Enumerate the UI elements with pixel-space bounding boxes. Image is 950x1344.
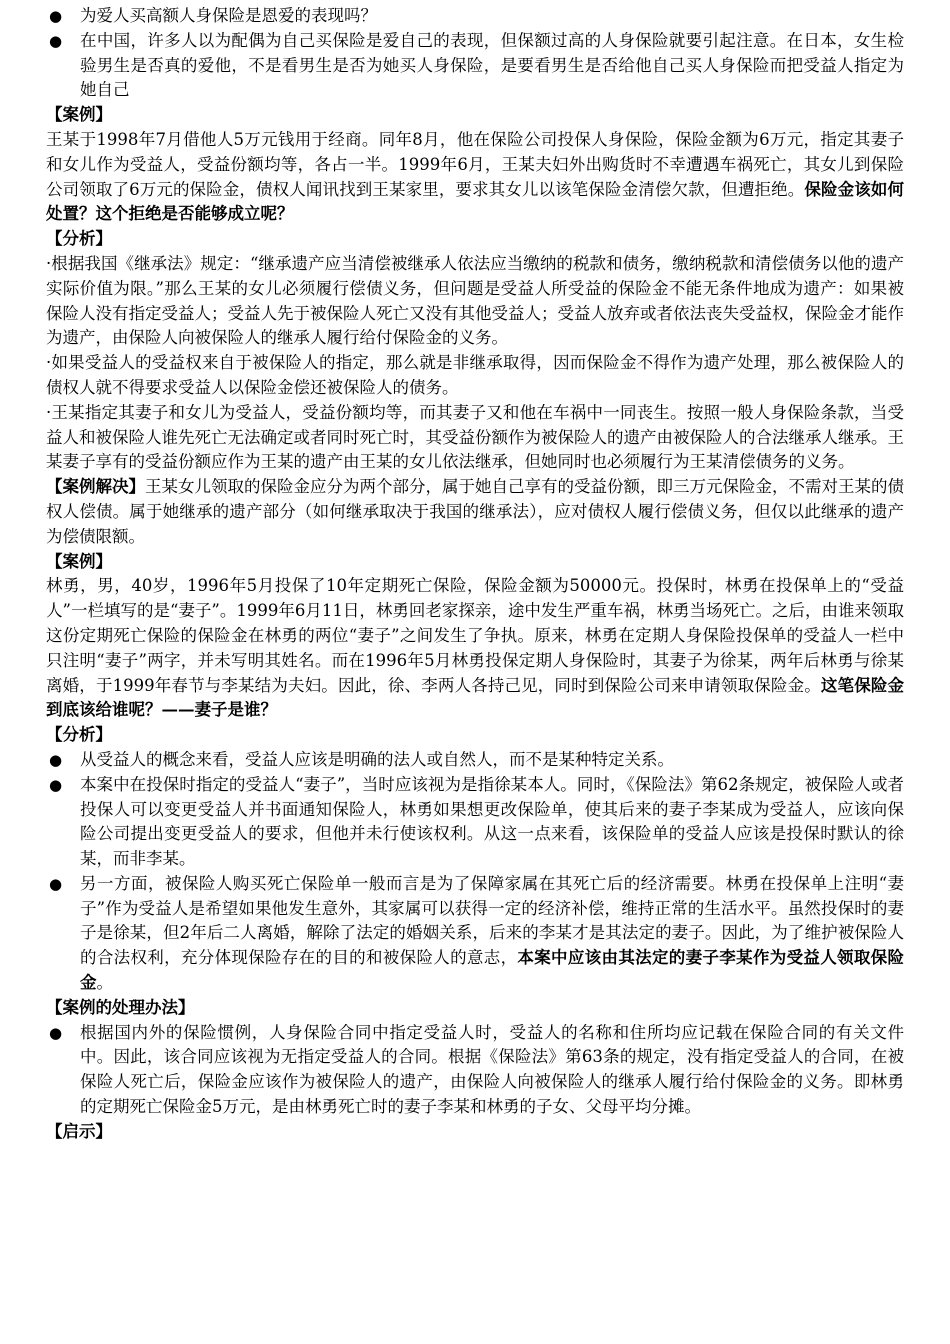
list-item: ● 在中国，许多人以为配偶为自己买保险是爱自己的表现，但保额过高的人身保险就要引起注意。在日本，女生检验男生是否真的爱他，不是看男生是否为她买人身保险，是要看男生是否给他自己买人身保险而把受益人指定为她自己 (49, 30, 904, 100)
analysis-paragraph: ·王某指定其妻子和女儿为受益人，受益份额均等，而其妻子又和他在车祸中一同丧生。按照一般人身保险条款，当受益人和被保险人谁先死亡无法确定或者同时死亡时，其受益份额作为被保险人的遗产由被保险人的合法继承人继承。王某妻子享有的受益份额应作为王某的遗产由王某的女儿依法继承，但她同时也必须履行为王某清偿债务的义务。 (46, 402, 904, 472)
bullet-icon: ● (49, 775, 63, 794)
bullet-icon: ● (49, 1023, 63, 1042)
case-question: 这笔保险金到底该给谁呢？——妻子是谁？ (46, 675, 905, 720)
case-heading: 【案例】 (46, 105, 112, 125)
solution-heading: 【案例解决】 (46, 477, 145, 497)
solution-paragraph: 【案例解决】王某女儿领取的保险金应分为两个部分，属于她自己享有的受益份额，即三万元保险金，不需对王某的债权人偿债。属于她继承的遗产部分（如何继承取决于我国的继承法），应对债权人履行偿债义务，但仅以此继承的遗产为偿债限额。 (46, 477, 904, 546)
list-item: ● 另一方面，被保险人购买死亡保险单一般而言是为了保障家属在其死亡后的经济需要。林勇在投保单上注明“妻子”作为受益人是希望如果他发生意外，其家属可以获得一定的经济补偿，维持正常的生活水平。虽然投保时的妻子是徐某，但2年后二人离婚，解除了法定的婚姻关系，后来的李某才是其法定的妻子。因此，为了维护被保险人的合法权利，充分体现保险存在的目的和被保险人的意志，本案中应该由其法定的妻子李某作为受益人领取保险金。 (49, 873, 905, 993)
conclusion-text: 本案中应该由其法定的妻子李某作为受益人领取保险金 (80, 948, 905, 993)
bullet-icon: ● (49, 874, 63, 893)
list-item: ● 本案中在投保时指定的受益人“妻子”，当时应该视为是指徐某本人。同时，《保险法》第62条规定，被保险人或者投保人可以变更受益人并书面通知保险人，林勇如果想更改保险单，使其后来的妻子李某成为受益人，应该向保险公司提出变更受益人的要求，但他并未行使该权利。从这一点来看，该保险单的受益人应该是投保时默认的徐某，而非李某。 (49, 774, 904, 869)
analysis-heading: 【分析】 (46, 229, 112, 249)
list-item: ● 从受益人的概念来看，受益人应该是明确的法人或自然人，而不是某种特定关系。 (46, 748, 904, 773)
bullet-icon: ● (49, 750, 63, 769)
analysis-heading: 【分析】 (46, 725, 112, 745)
analysis-paragraph: ·根据我国《继承法》规定：“继承遗产应当清偿被继承人依法应当缴纳的税款和债务，缴纳税款和清偿债务以他的遗产实际价值为限。”那么王某的女儿必须履行偿债义务，但问题是受益人所受益的保险金不能无条件地成为遗产：如果被保险人没有指定受益人；受益人先于被保险人死亡又没有其他受益人；受益人放弃或者依法丧失受益权，保险金才能作为遗产，由保险人向被保险人的继承人履行给付保险金的义务。 (46, 253, 904, 348)
list-item: ● 根据国内外的保险惯例，人身保险合同中指定受益人时，受益人的名称和住所均应记载在保险合同的有关文件中。因此，该合同应该视为无指定受益人的合同。根据《保险法》第63条的规定，没有指定受益人的合同，在被保险人死亡后，保险金应该作为被保险人的遗产，由保险人向被保险人的继承人履行给付保险金的义务。即林勇的定期死亡保险金5万元，是由林勇死亡时的妻子李某和林勇的子女、父母平均分摊。 (49, 1022, 904, 1117)
case-question: 保险金该如何处置？这个拒绝是否能够成立呢？ (46, 179, 905, 224)
bullet-icon: ● (49, 7, 63, 25)
bullet-icon: ● (49, 31, 63, 50)
list-item: ● 为爱人买高额人身保险是恩爱的表现吗？ (46, 4, 904, 29)
case-text: 林勇，男，40岁，1996年5月投保了10年定期死亡保险，保险金额为50000元。投保时，林勇在投保单上的“受益人”一栏填写的是“妻子”。1999年6月11日，林勇回老家探亲，途中发生严重车祸，林勇当场死亡。之后，由谁来领取这份定期死亡保险的保险金在林勇的两位“妻子”之间发生了争执。原来，林勇在定期人身保险投保单的受益人一栏中只注明“妻子”两字，并未写明其姓名。而在1996年5月林勇投保定期人身保险时，其妻子为徐某，两年后林勇与徐某离婚，于1999年春节与李某结为夫妇。因此，徐、李两人各持己见，同时到保险公司来申请领取保险金。这笔保险金到底该给谁呢？——妻子是谁？ (46, 576, 905, 720)
analysis-paragraph: ·如果受益人的受益权来自于被保险人的指定，那么就是非继承取得，因而保险金不得作为遗产处理，那么被保险人的债权人就不得要求受益人以保险金偿还被保险人的债务。 (46, 353, 904, 397)
insight-heading: 【启示】 (46, 1121, 112, 1141)
case-heading: 【案例】 (46, 551, 112, 571)
case-text: 王某于1998年7月借他人5万元钱用于经商。同年8月，他在保险公司投保人身保险，保险金额为6万元，指定其妻子和女儿作为受益人，受益份额均等，各占一半。1999年6月，王某夫妇外出购货时不幸遭遇车祸死亡，其女儿到保险公司领取了6万元的保险金，债权人闻讯找到王某家里，要求其女儿以该笔保险金清偿欠款，但遭拒绝。保险金该如何处置？这个拒绝是否能够成立呢？ (46, 129, 905, 224)
handling-heading: 【案例的处理办法】 (46, 997, 195, 1017)
